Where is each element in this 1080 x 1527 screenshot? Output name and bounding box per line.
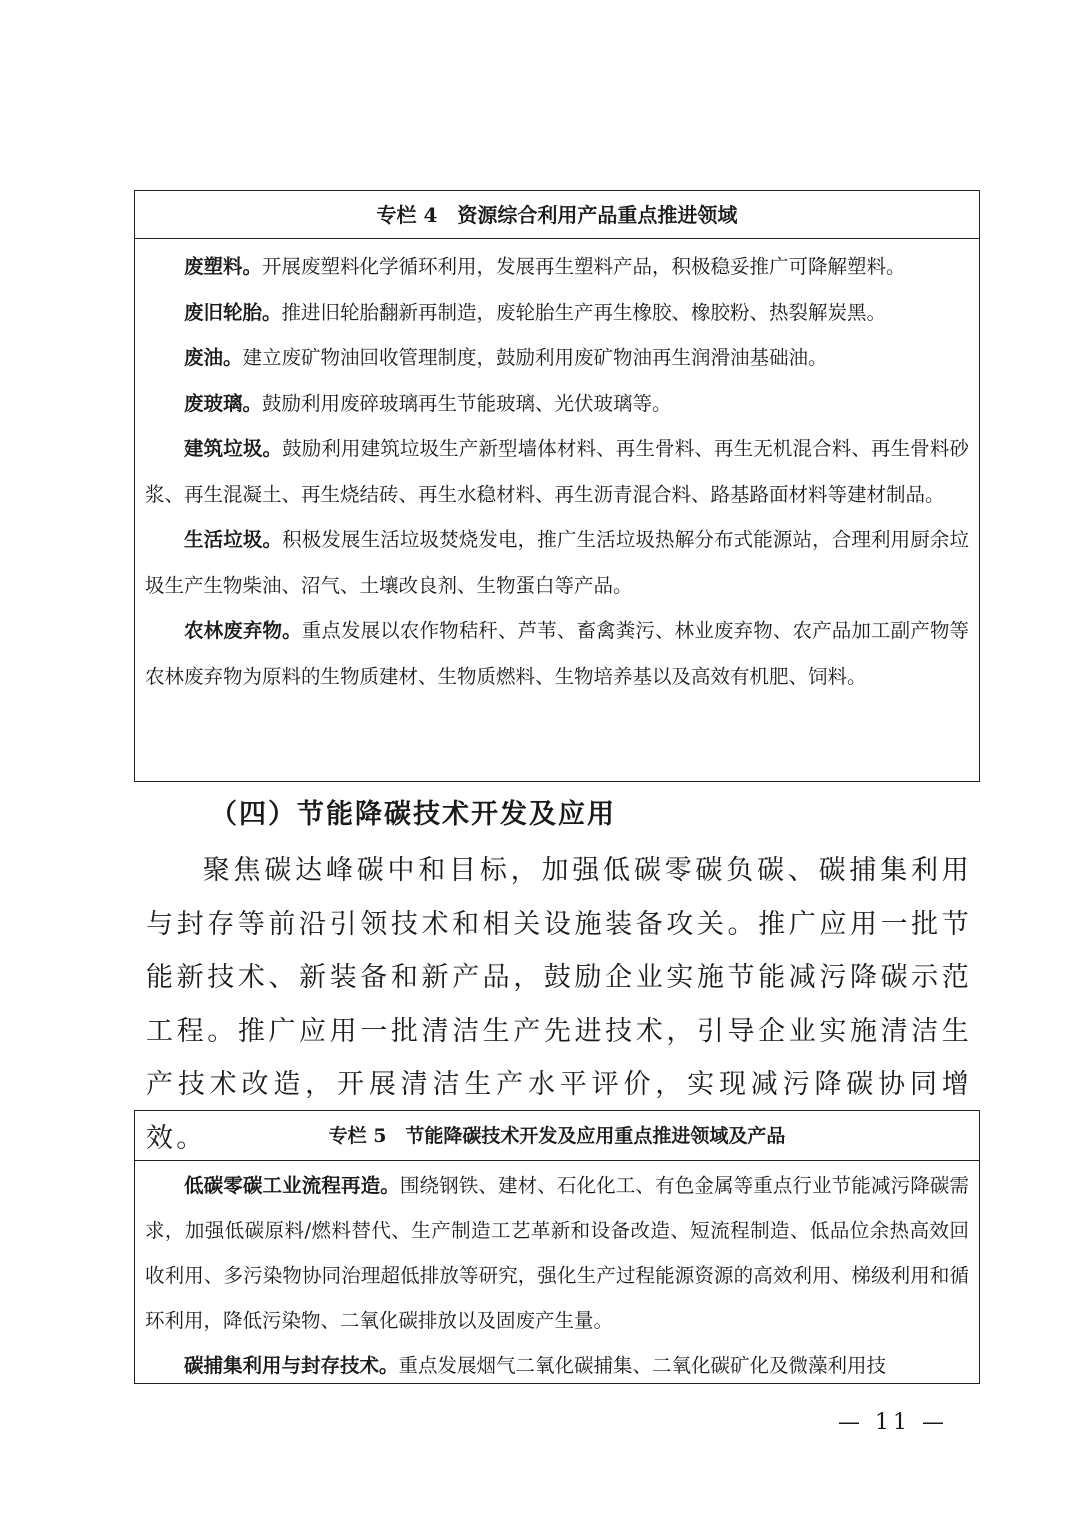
item-keyword: 低碳零碳工业流程再造。 xyxy=(184,1174,400,1197)
list-item xyxy=(145,608,969,699)
item-text: 围绕钢铁、建材、石化化工、有色金属等重点行业节能减污降碳需求，加强低碳原料/燃料替代、生产制造工艺革新和设备改造、短流程制造、低品位余热高效回收利用、多污染物协同治理超低排放等研究，强化生产过程能源资源的高效利用、梯级利用和循环利用，降低污染物、二氧化碳排放以及固废产生量。 xyxy=(145,1174,969,1332)
item-text: 重点发展以农作物秸秆、芦苇、畜禽粪污、林业废弃物、农产品加工副产物等农林废弃物为原料的生物质建材、生物质燃料、生物培养基以及高效有机肥、饲料。 xyxy=(145,619,969,688)
box-body xyxy=(135,1161,979,1388)
item-text: 推进旧轮胎翻新再制造，废轮胎生产再生橡胶、橡胶粉、热裂解炭黑。 xyxy=(281,300,887,324)
feature-box-4 xyxy=(134,190,980,782)
item-text: 建立废矿物油回收管理制度，鼓励利用废矿物油再生润滑油基础油。 xyxy=(242,346,828,369)
item-text: 鼓励利用建筑垃圾生产新型墙体材料、再生骨料、再生无机混合料、再生骨料砂浆、再生混凝土、再生烧结砖、再生水稳材料、再生沥青混合料、路基路面材料等建材制品。 xyxy=(145,437,969,506)
item-keyword: 农林废弃物。 xyxy=(184,619,302,642)
item-text: 开展废塑料化学循环利用，发展再生塑料产品，积极稳妥推广可降解塑料。 xyxy=(262,255,906,278)
item-keyword: 废塑料。 xyxy=(184,255,263,278)
item-keyword: 废油。 xyxy=(184,346,243,369)
list-item xyxy=(145,1343,969,1388)
box-title: 专栏 4 资源综合利用产品重点推进领域 xyxy=(135,191,979,239)
list-item xyxy=(145,335,969,381)
page-number: — 11 — xyxy=(838,1410,948,1435)
item-keyword: 生活垃圾。 xyxy=(184,528,283,551)
box-body xyxy=(135,239,979,699)
section-heading: （四）节能降碳技术开发及应用 xyxy=(210,799,616,830)
item-keyword: 废玻璃。 xyxy=(184,391,263,415)
list-item xyxy=(145,381,969,427)
item-keyword: 废旧轮胎。 xyxy=(184,300,282,324)
item-keyword: 建筑垃圾。 xyxy=(184,437,283,460)
list-item xyxy=(145,517,969,608)
feature-box-5 xyxy=(134,1110,980,1384)
box-title: 专栏 5 节能降碳技术开发及应用重点推进领域及产品 xyxy=(135,1111,979,1161)
item-keyword: 碳捕集利用与封存技术。 xyxy=(184,1354,399,1377)
item-text: 鼓励利用废碎玻璃再生节能玻璃、光伏玻璃等。 xyxy=(262,391,672,415)
list-item xyxy=(145,244,969,290)
section-body: 聚焦碳达峰碳中和目标，加强低碳零碳负碳、碳捕集利用与封存等前沿引领技术和相关设施装备攻关。推广应用一批节能新技术、新装备和新产品，鼓励企业实施节能减污降碳示范工程。推广应用一批清洁生产先进技术，引导企业实施清洁生产技术改造，开展清洁生产水平评价，实现减污降碳协同增效。 xyxy=(146,855,972,1154)
list-item xyxy=(145,1163,969,1343)
item-text: 重点发展烟气二氧化碳捕集、二氧化碳矿化及微藻利用技 xyxy=(398,1354,887,1377)
list-item xyxy=(145,426,969,517)
list-item xyxy=(145,290,969,336)
item-text: 积极发展生活垃圾焚烧发电，推广生活垃圾热解分布式能源站，合理利用厨余垃圾生产生物柴油、沼气、土壤改良剂、生物蛋白等产品。 xyxy=(145,528,969,597)
